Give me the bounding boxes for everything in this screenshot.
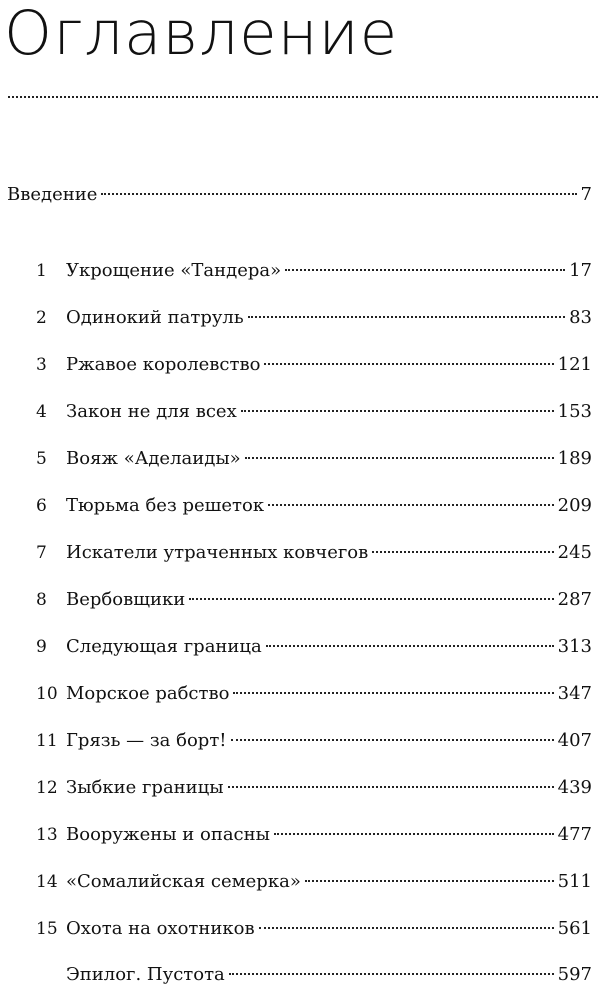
toc-entry-label: Тюрьма без решеток: [66, 495, 265, 516]
toc-entry-page: 407: [557, 730, 592, 751]
dot-leader: [229, 973, 554, 975]
toc-entry-label: Искатели утраченных ковчегов: [66, 542, 369, 563]
dot-leader: [101, 193, 576, 195]
toc-entry-page: 439: [557, 777, 592, 798]
toc-entry-chapter-4[interactable]: [0, 397, 600, 427]
toc-entry-page: 313: [557, 636, 592, 657]
chapter-number: 12: [36, 778, 58, 798]
chapter-number: 4: [36, 402, 47, 422]
toc-entry-label: Укрощение «Тандера»: [66, 260, 282, 281]
chapter-number: 14: [36, 872, 58, 892]
chapter-number: 10: [36, 684, 58, 704]
toc-entry-page: 83: [569, 307, 592, 328]
chapter-number: 9: [36, 637, 47, 657]
title-divider: [8, 96, 598, 98]
dot-leader: [189, 598, 553, 600]
toc-entry-label: Следующая граница: [66, 636, 262, 657]
dot-leader: [372, 551, 553, 553]
toc-entry-label: Вояж «Аделаиды»: [66, 448, 241, 469]
toc-entry-chapter-9[interactable]: [0, 632, 600, 662]
dot-leader: [241, 410, 554, 412]
toc-entry-label: «Сомалийская семерка»: [66, 871, 301, 892]
toc-entry-page: 17: [569, 260, 592, 281]
toc-entry-page: 153: [557, 401, 592, 422]
dot-leader: [266, 645, 554, 647]
toc-entry-label: Эпилог. Пустота: [66, 964, 225, 985]
toc-entry-label: Вооружены и опасны: [66, 824, 270, 845]
chapter-number: 13: [36, 825, 58, 845]
toc-entry-label: Грязь — за борт!: [66, 730, 227, 751]
chapter-number: 3: [36, 355, 47, 375]
dot-leader: [305, 880, 554, 882]
toc-entry-chapter-5[interactable]: [0, 444, 600, 474]
toc-entry-chapter-13[interactable]: [0, 820, 600, 850]
toc-entry-chapter-1[interactable]: [0, 256, 600, 286]
toc-entry-page: 189: [557, 448, 592, 469]
toc-entry-chapter-8[interactable]: [0, 585, 600, 615]
toc-entry-label: Закон не для всех: [66, 401, 237, 422]
toc-entry-chapter-12[interactable]: [0, 773, 600, 803]
chapter-number: 5: [36, 449, 47, 469]
toc-entry-page: 477: [557, 824, 592, 845]
toc-entry-chapter-3[interactable]: [0, 350, 600, 380]
toc-entry-page: 347: [557, 683, 592, 704]
toc-entry-label: Охота на охотников: [66, 918, 255, 939]
toc-entry-page: 561: [557, 918, 592, 939]
page-title: Оглавление: [4, 0, 399, 69]
toc-entry-chapter-15[interactable]: [0, 914, 600, 944]
dot-leader: [285, 269, 565, 271]
chapter-number: 6: [36, 496, 47, 516]
dot-leader: [245, 457, 554, 459]
dot-leader: [233, 692, 553, 694]
toc-entry-label: Введение: [7, 184, 98, 205]
toc-entry-page: 511: [557, 871, 592, 892]
chapter-number: 15: [36, 919, 58, 939]
dot-leader: [274, 833, 554, 835]
dot-leader: [268, 504, 554, 506]
chapter-number: 8: [36, 590, 47, 610]
toc-entry-epilogue[interactable]: [0, 960, 600, 990]
toc-entry-chapter-2[interactable]: [0, 303, 600, 333]
dot-leader: [259, 927, 554, 929]
chapter-number: 2: [36, 308, 47, 328]
toc-entry-label: Морское рабство: [66, 683, 230, 704]
toc-entry-chapter-14[interactable]: [0, 867, 600, 897]
toc-entry-chapter-11[interactable]: [0, 726, 600, 756]
toc-entry-page: 7: [580, 184, 592, 205]
toc-entry-intro[interactable]: [0, 180, 600, 210]
dot-leader: [264, 363, 553, 365]
toc-entry-page: 597: [557, 964, 592, 985]
toc-entry-chapter-6[interactable]: [0, 491, 600, 521]
toc-entry-label: Зыбкие границы: [66, 777, 224, 798]
dot-leader: [231, 739, 554, 741]
toc-entry-label: Одинокий патруль: [66, 307, 244, 328]
toc-entry-label: Ржавое королевство: [66, 354, 261, 375]
chapter-number: 11: [36, 731, 58, 751]
dot-leader: [248, 316, 565, 318]
toc-entry-label: Вербовщики: [66, 589, 186, 610]
toc-entry-page: 287: [557, 589, 592, 610]
toc-entry-page: 209: [557, 495, 592, 516]
toc-entry-chapter-10[interactable]: [0, 679, 600, 709]
dot-leader: [228, 786, 554, 788]
chapter-number: 1: [36, 261, 47, 281]
toc-entry-page: 245: [557, 542, 592, 563]
toc-entry-page: 121: [557, 354, 592, 375]
toc-entry-chapter-7[interactable]: [0, 538, 600, 568]
chapter-number: 7: [36, 543, 47, 563]
